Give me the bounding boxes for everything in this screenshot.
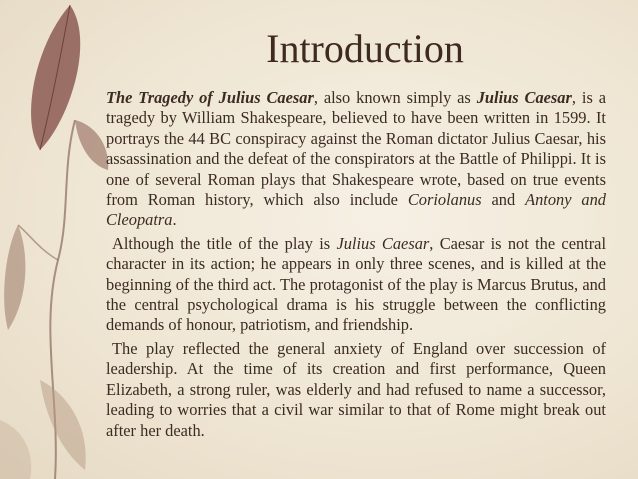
play-title-italic: Julius Caesar <box>336 233 430 253</box>
paragraph-3: The play reflected the general anxiety of England over succession of leadership. At the time of its creation and first performance, Queen Elizabeth, a strong ruler, was elderly and had refused to name a successor, leading to worries that a civil war similar to that of Rome might break out after her death. <box>106 338 606 440</box>
slide-body <box>106 88 606 441</box>
play-title-bold: The Tragedy of Julius Caesar <box>106 88 314 107</box>
text-span: and <box>481 190 526 210</box>
text-span: Although the title of the play is <box>112 233 337 253</box>
text-span: , is a tragedy by William Shakespeare, believed to have been written in 1599. It portrays the 44 BC conspiracy against the Roman dictator Julius Caesar, his assassination and the defeat of the conspirators at the Battle of Philippi. It is one of several Roman plays that Shakespeare wrote, based on true events from Roman history, which also include <box>106 88 606 210</box>
text-span: , Caesar is not the central character in its action; he appears in only three scenes, and is killed at the beginning of the third act. The protagonist of the play is Marcus Brutus, and the central psychological drama is his struggle between the conflicting demands of honour, patriotism, and friendship. <box>106 233 607 335</box>
paragraph-1 <box>106 88 606 231</box>
play-short-title-bold: Julius Caesar <box>476 88 572 107</box>
text-span: , also known simply as <box>313 88 477 107</box>
text-span: . <box>172 210 177 230</box>
paragraph-2 <box>106 234 606 336</box>
slide-title: Introduction <box>266 26 464 71</box>
play-antony-and-cleopatra: Antony and Cleopatra <box>106 190 606 230</box>
play-coriolanus: Coriolanus <box>407 190 482 210</box>
